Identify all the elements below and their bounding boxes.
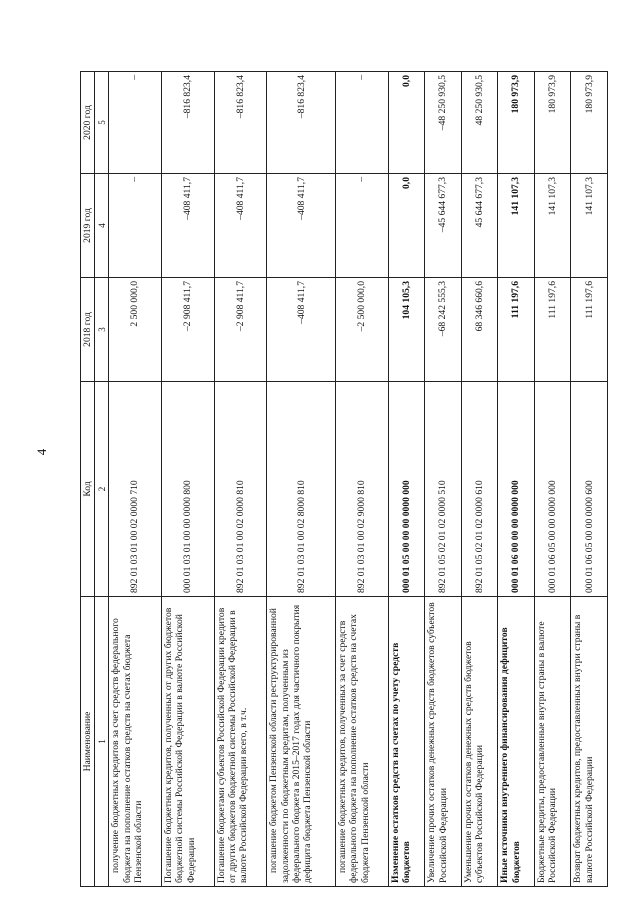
row-2020-cell: –48 250 930,5 [425, 72, 462, 174]
row-2018-cell: 111 197,6 [534, 278, 571, 382]
row-name-cell: Изменение остатков средств на счетах по учету средств бюджетов [388, 597, 425, 887]
row-2020-cell: 180 973,9 [571, 72, 608, 174]
row-name-cell: Возврат бюджетных кредитов, предоставленных внутри страны в валюте Российской Федерации [571, 597, 608, 887]
table-row [461, 72, 498, 887]
row-2019-cell: –408 411,7 [161, 174, 214, 278]
row-code-cell: 892 01 03 01 00 02 0000 710 [109, 382, 162, 597]
table-row [571, 72, 608, 887]
row-2018-cell: –68 242 555,3 [425, 278, 462, 382]
header-name: Наименование [81, 597, 95, 887]
row-name-cell: Иные источники внутреннего финансирования дефицитов бюджетов [498, 597, 535, 887]
row-code-cell: 892 01 03 01 00 02 0000 810 [214, 382, 267, 597]
table-header-row [81, 72, 95, 887]
column-number: 4 [95, 174, 109, 278]
row-name-cell: Погашение бюджетных кредитов, полученных от других бюджетов бюджетной системы Российской Федерации в валюте Российской Федерации [161, 597, 214, 887]
table-row [109, 72, 162, 887]
row-name-cell: получение бюджетных кредитов за счет средств федерального бюджета на пополнение остатков средств на счетах бюджета Пензенской области [109, 597, 162, 887]
row-2020-cell: – [109, 72, 162, 174]
row-2019-cell: –408 411,7 [214, 174, 267, 278]
budget-sources-table [80, 71, 608, 887]
row-2019-cell: 141 107,3 [534, 174, 571, 278]
row-code-cell: 000 01 05 00 00 00 0000 000 [388, 382, 425, 597]
row-2019-cell: – [109, 174, 162, 278]
row-2020-cell: 48 250 930,5 [461, 72, 498, 174]
row-2020-cell: – [336, 72, 389, 174]
row-2019-cell: 45 644 677,3 [461, 174, 498, 278]
row-code-cell: 892 01 03 01 00 02 8000 810 [267, 382, 336, 597]
row-2020-cell: 180 973,9 [534, 72, 571, 174]
column-number-row [95, 72, 109, 887]
row-code-cell: 892 01 05 02 01 02 0000 610 [461, 382, 498, 597]
column-number: 5 [95, 72, 109, 174]
table-row [336, 72, 389, 887]
row-2018-cell: 68 346 660,6 [461, 278, 498, 382]
row-2020-cell: 0,0 [388, 72, 425, 174]
row-2020-cell: –816 823,4 [214, 72, 267, 174]
row-2019-cell: 141 107,3 [498, 174, 535, 278]
row-name-cell: Погашение бюджетами субъектов Российской Федерации кредитов от других бюджетов бюджетной системы Российской Федерации в валюте Российской Федерации всего, в т.ч. [214, 597, 267, 887]
row-2018-cell: 111 197,6 [498, 278, 535, 382]
row-code-cell: 000 01 03 01 00 00 0000 800 [161, 382, 214, 597]
table-row [161, 72, 214, 887]
row-code-cell: 000 01 06 05 00 00 0000 600 [571, 382, 608, 597]
row-name-cell: Бюджетные кредиты, предоставленные внутри страны в валюте Российской Федерации [534, 597, 571, 887]
table-row [498, 72, 535, 887]
row-2019-cell: –45 644 677,3 [425, 174, 462, 278]
table-row [214, 72, 267, 887]
row-2018-cell: –408 411,7 [267, 278, 336, 382]
row-2018-cell: –2 500 000,0 [336, 278, 389, 382]
row-2018-cell: –2 908 411,7 [214, 278, 267, 382]
row-code-cell: 000 01 06 05 00 00 0000 000 [534, 382, 571, 597]
header-2020: 2020 год [81, 72, 95, 174]
header-code: Код [81, 382, 95, 597]
row-2019-cell: –408 411,7 [267, 174, 336, 278]
row-code-cell: 892 01 05 02 01 02 0000 510 [425, 382, 462, 597]
row-2018-cell: 111 197,6 [571, 278, 608, 382]
row-name-cell: погашение бюджетом Пензенской области реструктурированной задолженности по бюджетным кредитам, полученным из федерального бюджета в 2015–2017 годах для частичного покрытия дефицита бюджета Пензенской области [267, 597, 336, 887]
header-2018: 2018 год [81, 278, 95, 382]
table-row [388, 72, 425, 887]
column-number: 3 [95, 278, 109, 382]
row-2019-cell: 141 107,3 [571, 174, 608, 278]
row-2018-cell: –2 908 411,7 [161, 278, 214, 382]
row-2020-cell: –816 823,4 [267, 72, 336, 174]
row-2018-cell: 2 500 000,0 [109, 278, 162, 382]
row-code-cell: 000 01 06 00 00 00 0000 000 [498, 382, 535, 597]
row-2020-cell: –816 823,4 [161, 72, 214, 174]
header-2019: 2019 год [81, 174, 95, 278]
row-2018-cell: 104 105,3 [388, 278, 425, 382]
row-name-cell: Увеличение прочих остатков денежных средств бюджетов субъектов Российской Федерации [425, 597, 462, 887]
row-2019-cell: – [336, 174, 389, 278]
table-row [425, 72, 462, 887]
row-name-cell: погашение бюджетных кредитов, полученных за счет средств федерального бюджета на пополнение остатков средств на счетах бюджета Пензенской области [336, 597, 389, 887]
row-2019-cell: 0,0 [388, 174, 425, 278]
column-number: 1 [95, 597, 109, 887]
page-number: 4 [34, 448, 49, 456]
table-row [267, 72, 336, 887]
table-row [534, 72, 571, 887]
row-code-cell: 892 01 03 01 00 02 9000 810 [336, 382, 389, 597]
column-number: 2 [95, 382, 109, 597]
row-name-cell: Уменьшение прочих остатков денежных средств бюджетов субъектов Российской Федерации [461, 597, 498, 887]
row-2020-cell: 180 973,9 [498, 72, 535, 174]
